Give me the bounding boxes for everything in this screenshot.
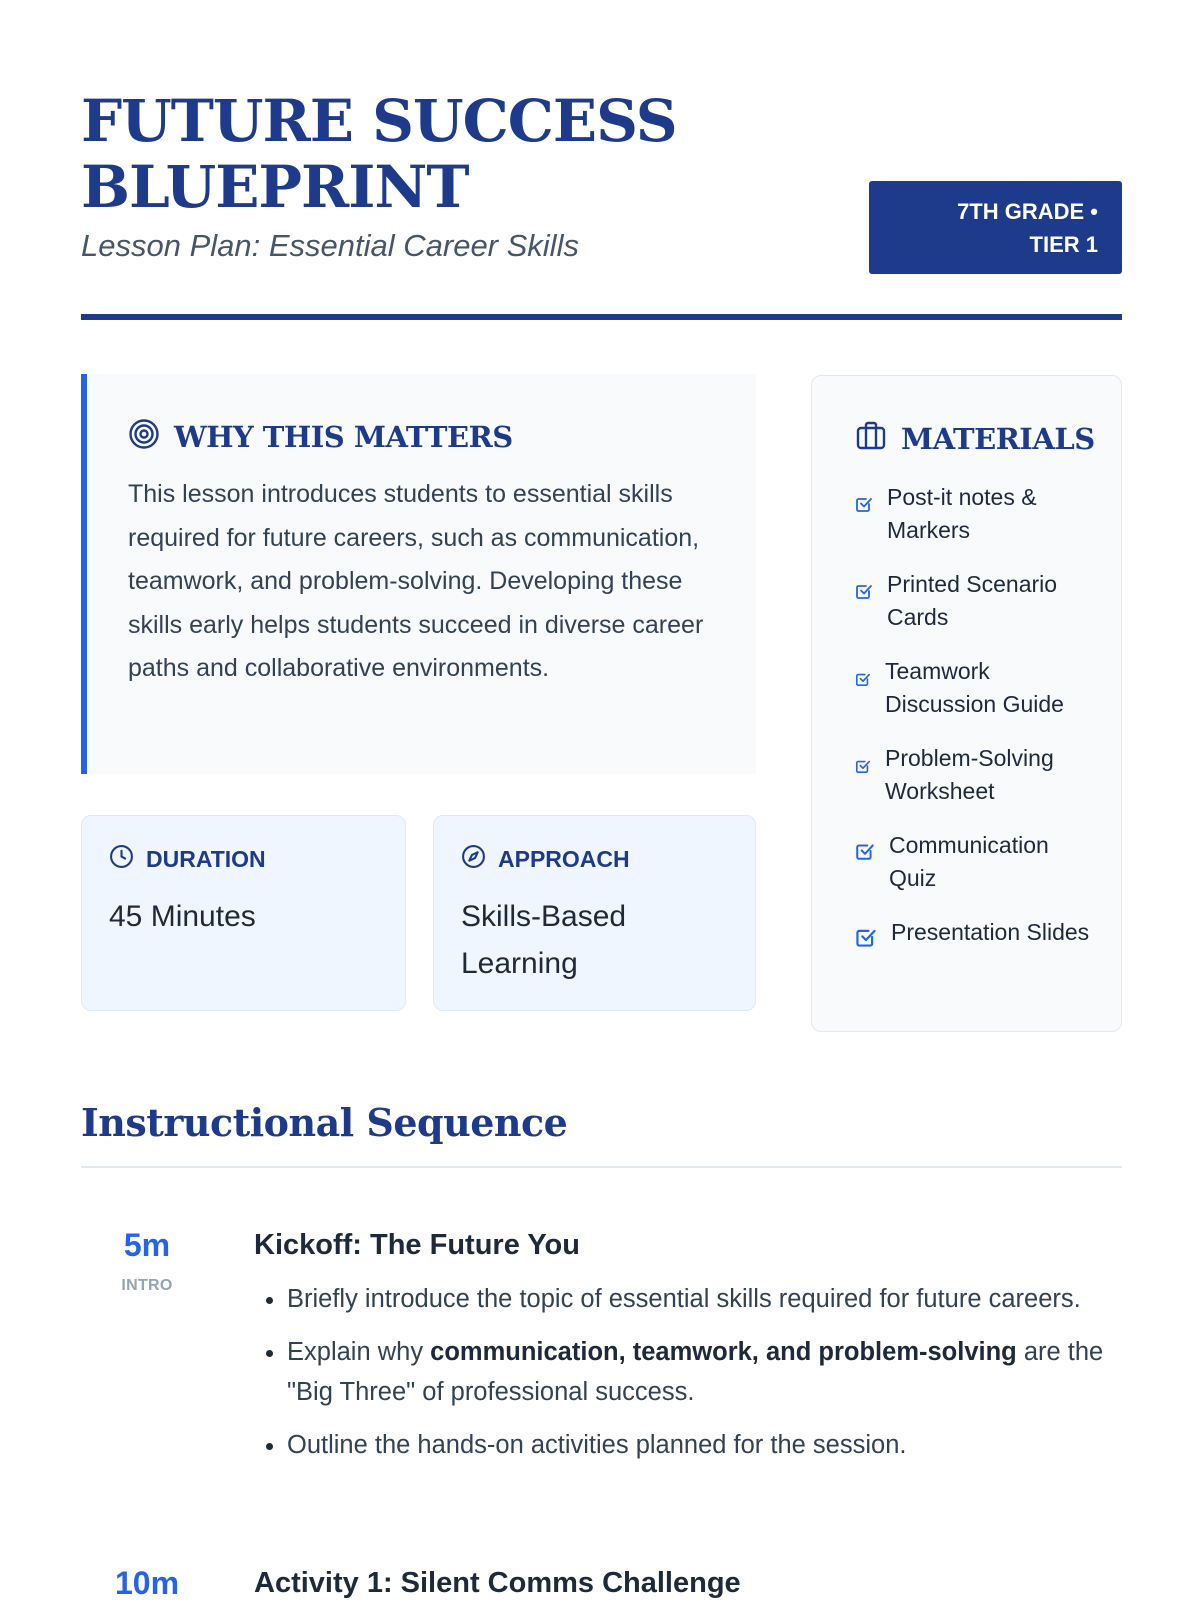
why-heading-row bbox=[128, 418, 716, 455]
step-time-block bbox=[81, 1225, 213, 1295]
materials-list bbox=[855, 481, 1101, 957]
list-item bbox=[287, 1425, 1114, 1465]
header-divider bbox=[81, 314, 1122, 320]
duration-card bbox=[81, 815, 406, 1011]
point-text: Briefly introduce the topic of essential skills required for future careers. bbox=[287, 1285, 1081, 1313]
point-text: Outline the hands-on activities planned for the session. bbox=[287, 1431, 907, 1459]
materials-panel bbox=[811, 375, 1122, 1032]
approach-value: Skills-Based Learning bbox=[461, 900, 627, 980]
material-label: Presentation Slides bbox=[891, 919, 1090, 945]
list-item bbox=[855, 568, 1101, 634]
briefcase-icon bbox=[855, 420, 887, 457]
compass-icon bbox=[461, 844, 486, 875]
checkbox-icon bbox=[855, 576, 873, 609]
material-label: Teamwork Discussion Guide bbox=[885, 658, 1064, 717]
checkbox-icon bbox=[855, 489, 873, 522]
page-title: FUTURE SUCCESS BLUEPRINT bbox=[81, 87, 677, 221]
list-item bbox=[855, 655, 1101, 721]
page-subtitle: Lesson Plan: Essential Career Skills bbox=[81, 228, 579, 263]
step-time-block bbox=[81, 1563, 213, 1603]
step-tag: INTRO bbox=[121, 1277, 173, 1294]
list-item bbox=[287, 1279, 1114, 1319]
materials-heading: MATERIALS bbox=[901, 421, 1095, 456]
step-title: Kickoff: The Future You bbox=[254, 1229, 580, 1261]
step-points bbox=[254, 1279, 1114, 1465]
material-label: Post-it notes & Markers bbox=[887, 484, 1037, 543]
target-icon bbox=[128, 418, 160, 455]
approach-label-row bbox=[461, 844, 727, 875]
materials-heading-row bbox=[855, 420, 1101, 457]
checkbox-icon bbox=[855, 663, 871, 696]
sequence-divider bbox=[81, 1166, 1122, 1168]
list-item bbox=[855, 916, 1101, 957]
grade-badge: 7TH GRADE • TIER 1 bbox=[869, 181, 1122, 274]
point-emphasis: communication, teamwork, and problem-solving bbox=[430, 1338, 1017, 1366]
duration-value: 45 Minutes bbox=[109, 900, 256, 933]
list-item bbox=[855, 742, 1101, 808]
why-description: This lesson introduces students to essential skills required for future careers, such as communication, teamwork, and problem-solving. Developing these skills early helps students succeed in diverse career paths and collaborative environments. bbox=[128, 480, 704, 682]
step-body bbox=[254, 1225, 1114, 1478]
material-label: Problem-Solving Worksheet bbox=[885, 745, 1054, 804]
sequence-heading: Instructional Sequence bbox=[81, 1100, 568, 1145]
point-text: are the "Big Three" of professional success. bbox=[287, 1338, 1104, 1406]
duration-label: DURATION bbox=[146, 846, 266, 872]
list-item bbox=[287, 1332, 1114, 1412]
clock-icon bbox=[109, 844, 134, 875]
checkbox-icon bbox=[855, 837, 875, 870]
material-label: Printed Scenario Cards bbox=[887, 571, 1058, 630]
list-item bbox=[855, 829, 1101, 895]
step-title: Activity 1: Silent Comms Challenge bbox=[254, 1567, 741, 1599]
approach-label: APPROACH bbox=[498, 846, 630, 872]
material-label: Communication Quiz bbox=[889, 832, 1049, 891]
checkbox-icon bbox=[855, 924, 877, 957]
why-heading: WHY THIS MATTERS bbox=[174, 419, 513, 454]
step-duration: 5m bbox=[123, 1227, 171, 1263]
list-item bbox=[855, 481, 1101, 547]
point-text: Explain why bbox=[287, 1338, 431, 1366]
header bbox=[81, 80, 1122, 320]
duration-label-row bbox=[109, 844, 377, 875]
step-body bbox=[254, 1563, 1114, 1603]
checkbox-icon bbox=[855, 750, 871, 783]
approach-card bbox=[433, 815, 756, 1011]
step-duration: 10m bbox=[114, 1565, 180, 1601]
why-this-matters-panel bbox=[81, 374, 756, 774]
